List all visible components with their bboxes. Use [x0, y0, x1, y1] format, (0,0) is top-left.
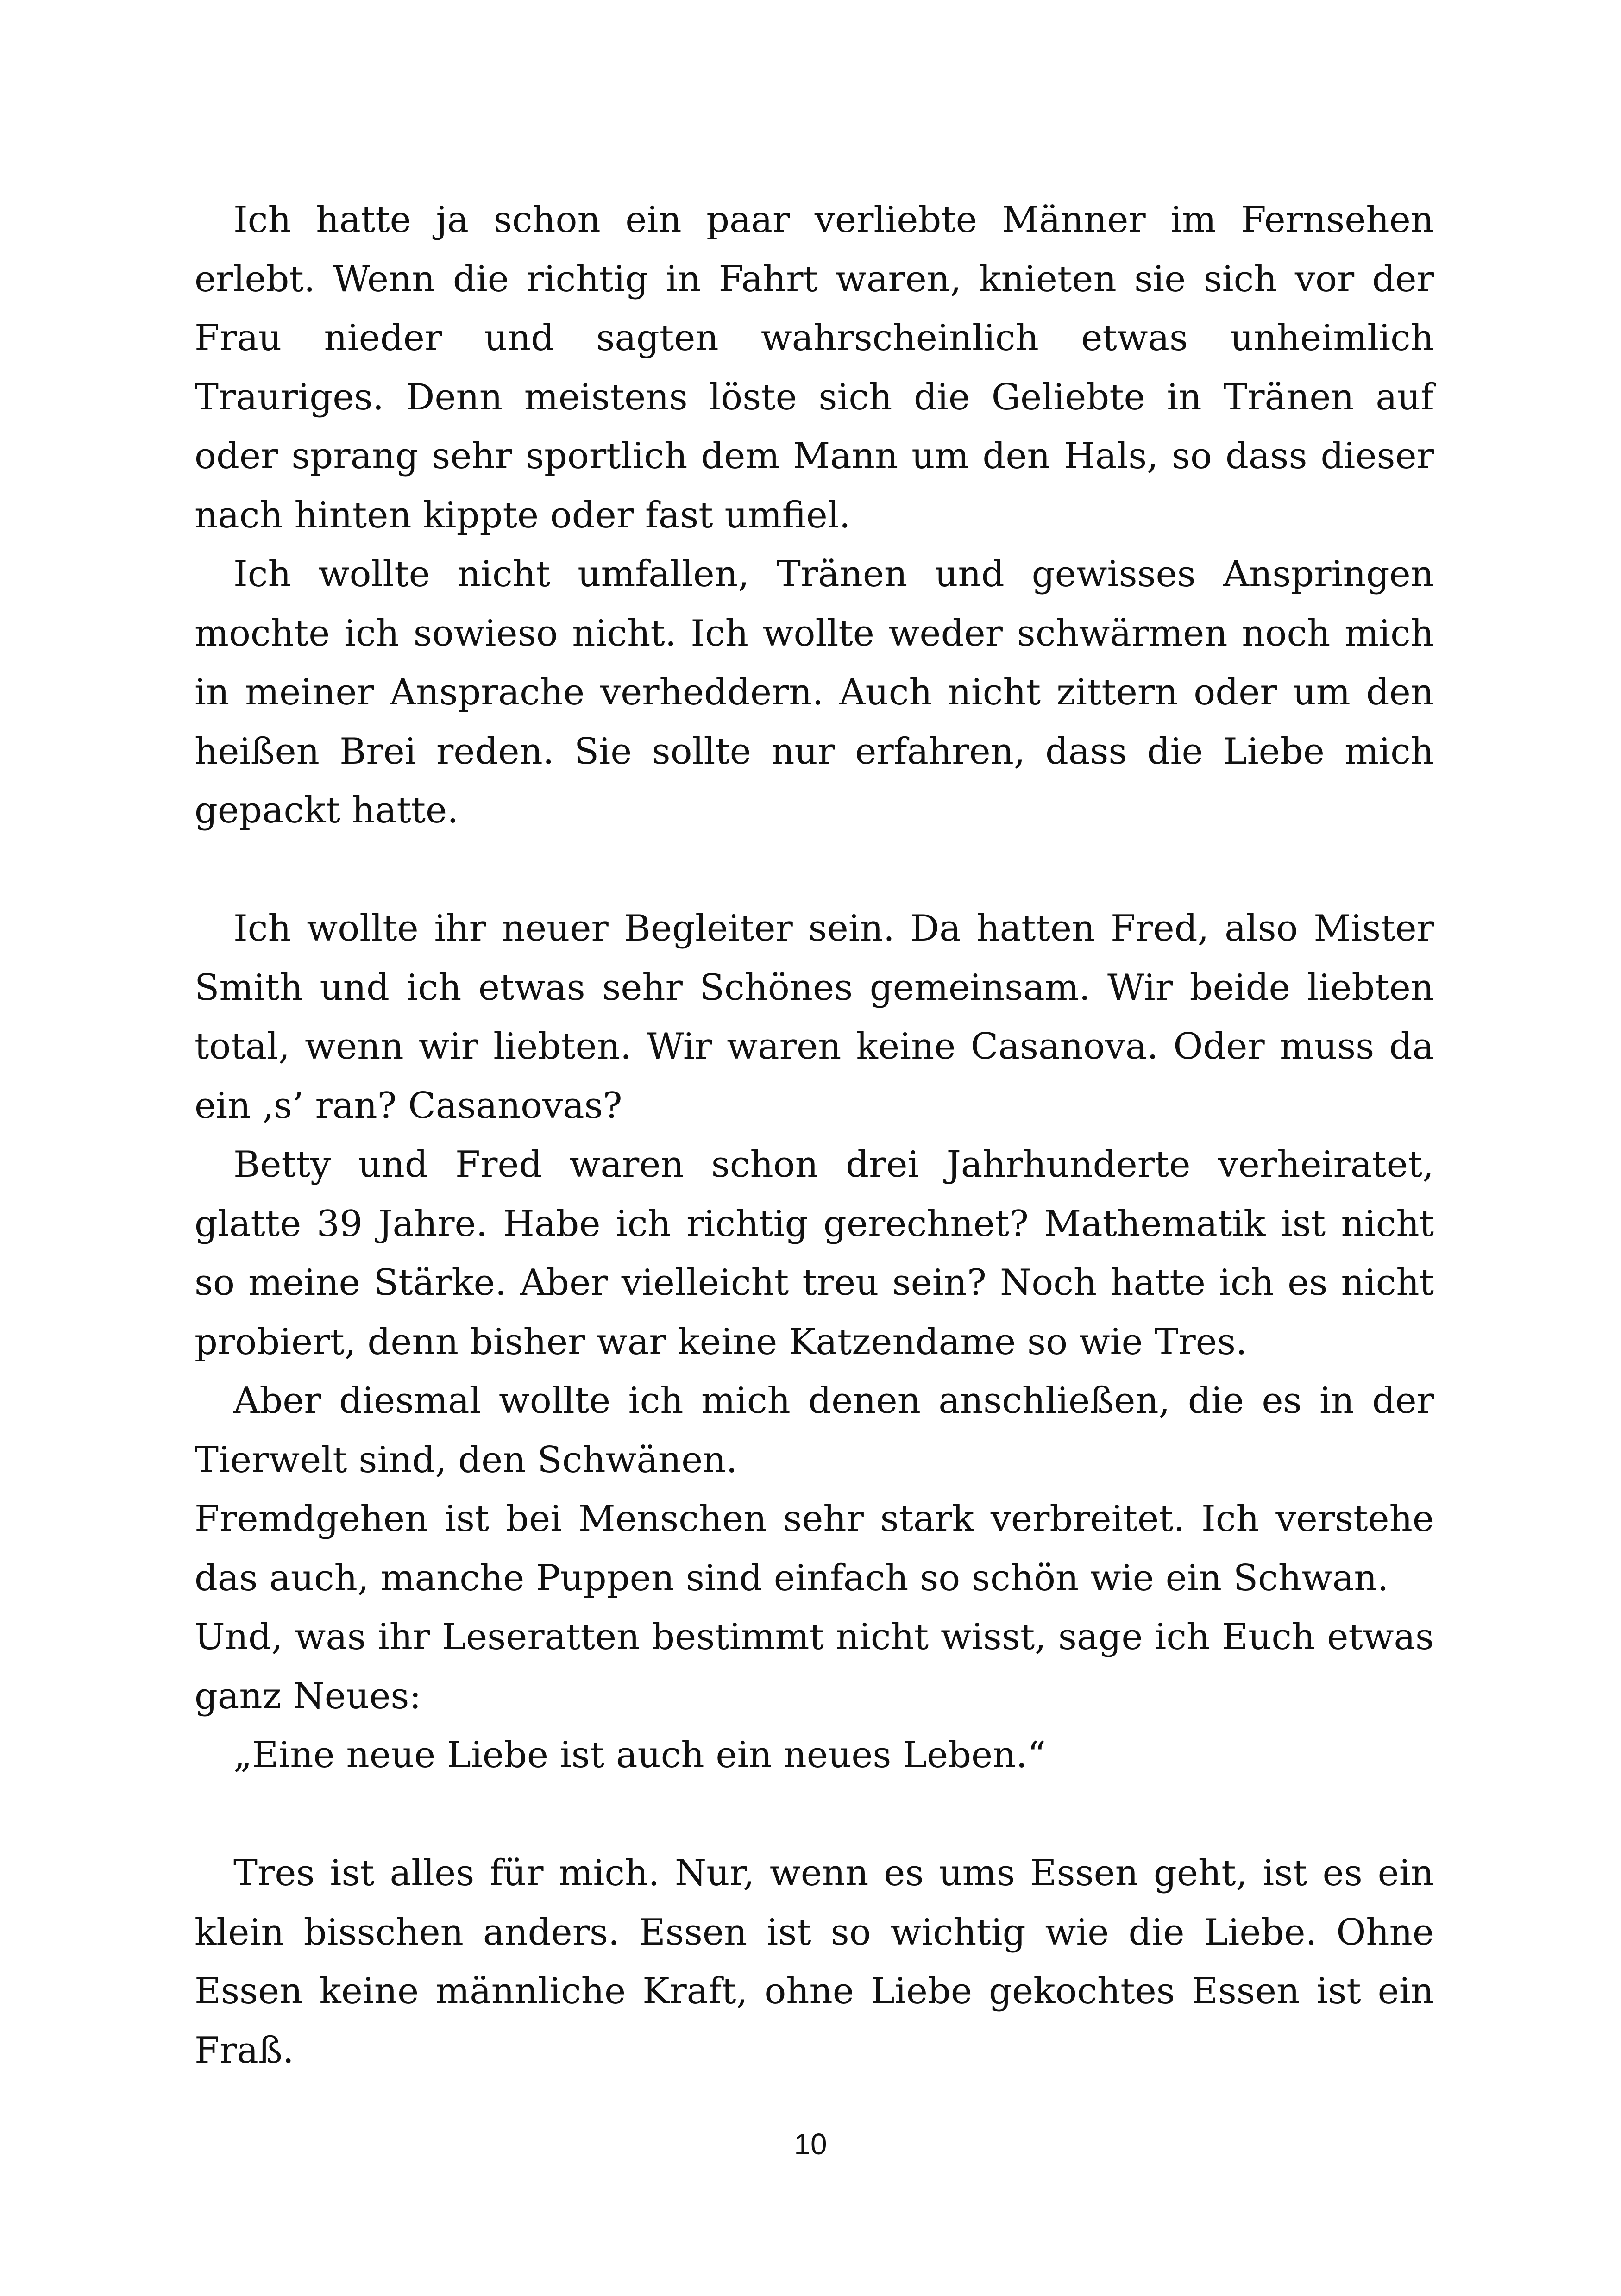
- body-text: [195, 191, 1434, 2080]
- page-number: 10: [794, 2127, 827, 2161]
- paragraph: Ich hatte ja schon ein paar verliebte Männer im Fernsehen erlebt. Wenn die richtig in Fahrt waren, knieten sie sich vor der Frau nieder und sagten wahrscheinlich etwas unheimlich Trauriges. Denn meistens löste sich die Geliebte in Tränen auf oder sprang sehr sportlich dem Mann um den Hals, so dass dieser nach hinten kippte oder fast umfiel.: [195, 199, 1434, 536]
- paragraph: Ich wollte nicht umfallen, Tränen und gewisses Anspringen mochte ich sowieso nicht. Ich wollte weder schwärmen noch mich in meiner Ansprache verheddern. Auch nicht zittern oder um den heißen Brei reden. Sie sollte nur erfahren, dass die Liebe mich gepackt hatte.: [195, 553, 1434, 831]
- quote-paragraph: „Eine neue Liebe ist auch ein neues Leben.“: [233, 1734, 1046, 1776]
- paragraph: Tres ist alles für mich. Nur, wenn es ums Essen geht, ist es ein klein bisschen anders. Essen ist so wichtig wie die Liebe. Ohne Essen keine männliche Kraft, ohne Liebe gekochtes Essen ist ein Fraß.: [195, 1852, 1434, 2071]
- paragraph: Betty und Fred waren schon drei Jahrhunderte verheiratet, glatte 39 Jahre. Habe ich richtig gerechnet? Mathematik ist nicht so meine Stärke. Aber vielleicht treu sein? Noch hatte ich es nicht probiert, denn bisher war keine Katzendame so wie Tres.: [195, 1144, 1434, 1363]
- paragraph: Aber diesmal wollte ich mich denen anschließen, die es in der Tierwelt sind, den Schwänen.: [195, 1380, 1434, 1481]
- paragraph-gap: [195, 1785, 1434, 1844]
- paragraph: Fremdgehen ist bei Menschen sehr stark verbreitet. Ich verstehe das auch, manche Puppen sind einfach so schön wie ein Schwan.: [195, 1498, 1434, 1599]
- paragraph: Und, was ihr Leseratten bestimmt nicht wisst, sage ich Euch etwas ganz Neues:: [195, 1616, 1434, 1717]
- paragraph-gap: [195, 841, 1434, 900]
- paragraph: Ich wollte ihr neuer Begleiter sein. Da hatten Fred, also Mister Smith und ich etwas sehr Schönes gemeinsam. Wir beide liebten total, wenn wir liebten. Wir waren keine Casanova. Oder muss da ein ‚s’ ran? Casanovas?: [195, 908, 1434, 1127]
